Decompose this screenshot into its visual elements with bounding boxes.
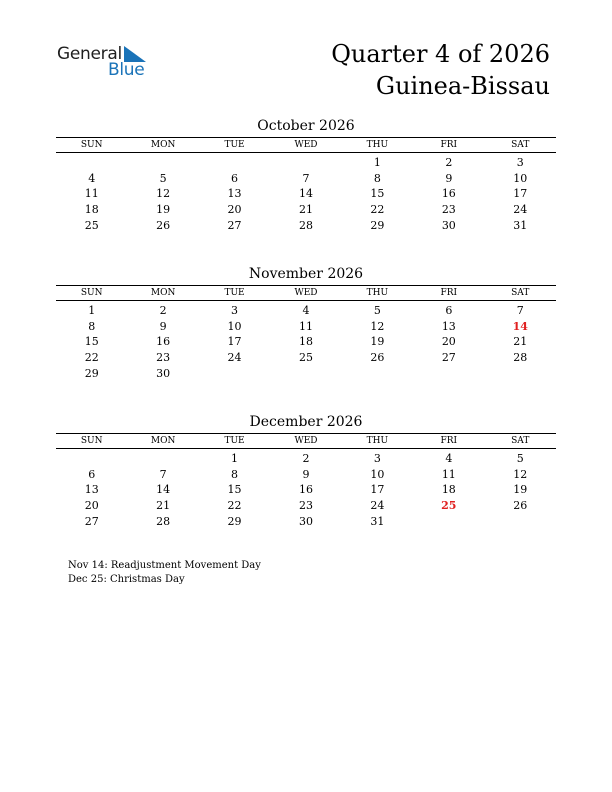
week-row xyxy=(56,303,556,319)
generalblue-logo xyxy=(57,44,157,84)
week-row xyxy=(56,350,556,366)
day-cell: 22 xyxy=(227,499,242,513)
holiday-day-cell: 14 xyxy=(512,319,528,333)
day-cell: 19 xyxy=(513,483,528,497)
day-cell: 4 xyxy=(88,171,96,185)
month-calendar-october xyxy=(56,117,556,233)
weekday-label: WED xyxy=(294,140,318,150)
day-cell: 19 xyxy=(156,203,171,217)
day-cell: 25 xyxy=(84,218,99,232)
day-cell: 9 xyxy=(302,467,310,481)
day-cell: 28 xyxy=(513,351,528,365)
day-cell: 13 xyxy=(84,483,99,497)
weekday-label: THU xyxy=(366,140,389,150)
weekday-header xyxy=(56,433,556,449)
day-cell: 1 xyxy=(231,452,239,465)
week-row xyxy=(56,171,556,187)
day-cell: 8 xyxy=(88,319,96,333)
week-row xyxy=(56,451,556,467)
empty-day-cell xyxy=(199,155,270,171)
day-cell: 30 xyxy=(156,366,171,380)
weekday-label: FRI xyxy=(440,288,458,298)
week-row xyxy=(56,366,556,382)
week-row xyxy=(56,467,556,483)
weekday-label: SUN xyxy=(80,436,103,446)
week-row xyxy=(56,482,556,498)
weekday-label: SAT xyxy=(511,140,530,150)
empty-day-cell xyxy=(342,366,413,382)
day-cell: 7 xyxy=(302,171,310,185)
day-cell: 18 xyxy=(84,203,99,217)
day-cell: 29 xyxy=(370,218,385,232)
day-cell: 27 xyxy=(227,218,242,232)
day-cell: 12 xyxy=(156,187,171,201)
day-cell: 3 xyxy=(373,452,381,465)
month-title: December 2026 xyxy=(249,414,363,430)
day-cell: 16 xyxy=(298,483,313,497)
day-cell: 6 xyxy=(231,171,239,185)
day-cell: 21 xyxy=(298,203,313,217)
day-cell: 5 xyxy=(159,171,167,185)
weekday-label: MON xyxy=(150,288,176,298)
day-cell: 1 xyxy=(373,156,381,169)
weekday-label: MON xyxy=(150,436,176,446)
empty-day-cell xyxy=(127,451,198,467)
day-cell: 10 xyxy=(513,171,528,185)
day-cell: 9 xyxy=(445,171,453,185)
month-title: October 2026 xyxy=(257,118,355,134)
day-cell: 23 xyxy=(298,499,313,513)
month-title: November 2026 xyxy=(248,266,364,282)
day-cell: 21 xyxy=(513,335,528,349)
weekday-label: SUN xyxy=(80,288,103,298)
empty-day-cell xyxy=(485,514,556,530)
day-cell: 6 xyxy=(88,467,96,481)
day-cell: 26 xyxy=(370,351,385,365)
day-cell: 5 xyxy=(516,452,524,465)
page-title xyxy=(331,38,550,102)
weekday-label: THU xyxy=(366,288,389,298)
day-cell: 12 xyxy=(370,319,385,333)
day-cell: 21 xyxy=(156,499,171,513)
day-cell: 11 xyxy=(298,319,313,333)
day-cell: 30 xyxy=(298,514,313,528)
empty-day-cell xyxy=(199,366,270,382)
week-row xyxy=(56,155,556,171)
day-cell: 8 xyxy=(373,171,381,185)
day-cell: 28 xyxy=(156,514,171,528)
day-cell: 13 xyxy=(227,187,242,201)
week-row xyxy=(56,218,556,234)
weekday-label: TUE xyxy=(224,140,245,150)
weekday-label: SAT xyxy=(511,436,530,446)
day-cell: 11 xyxy=(441,467,456,481)
day-cell: 14 xyxy=(156,483,171,497)
day-cell: 3 xyxy=(516,156,524,169)
day-cell: 24 xyxy=(370,499,385,513)
quarter-title: Quarter 4 of 2026 xyxy=(331,40,550,68)
day-cell: 4 xyxy=(302,304,310,317)
weekday-label: THU xyxy=(366,436,389,446)
day-cell: 2 xyxy=(302,452,310,465)
weekday-label: FRI xyxy=(440,436,458,446)
day-cell: 30 xyxy=(441,218,456,232)
day-cell: 18 xyxy=(298,335,313,349)
weekday-label: WED xyxy=(294,436,318,446)
day-cell: 10 xyxy=(227,319,242,333)
day-cell: 2 xyxy=(159,304,167,317)
day-cell: 5 xyxy=(373,304,381,317)
day-cell: 7 xyxy=(159,467,167,481)
weekday-label: WED xyxy=(294,288,318,298)
logo-word-general: General xyxy=(57,44,122,64)
day-cell: 23 xyxy=(441,203,456,217)
day-cell: 19 xyxy=(370,335,385,349)
day-cell: 16 xyxy=(156,335,171,349)
empty-day-cell xyxy=(270,366,341,382)
day-cell: 26 xyxy=(513,499,528,513)
empty-day-cell xyxy=(413,366,484,382)
day-cell: 25 xyxy=(298,351,313,365)
empty-day-cell xyxy=(56,451,127,467)
month-calendar-december xyxy=(56,413,556,529)
day-cell: 11 xyxy=(84,187,99,201)
holiday-note: Dec 25: Christmas Day xyxy=(68,574,185,585)
day-cell: 6 xyxy=(445,304,453,317)
day-cell: 20 xyxy=(84,499,99,513)
country-title: Guinea-Bissau xyxy=(375,72,550,100)
day-cell: 29 xyxy=(84,366,99,380)
day-cell: 18 xyxy=(441,483,456,497)
day-cell: 8 xyxy=(231,467,239,481)
day-cell: 7 xyxy=(516,304,524,317)
day-cell: 16 xyxy=(441,187,456,201)
day-cell: 17 xyxy=(370,483,385,497)
week-row xyxy=(56,498,556,514)
day-cell: 24 xyxy=(227,351,242,365)
day-cell: 31 xyxy=(513,218,528,232)
day-cell: 4 xyxy=(445,452,453,465)
empty-day-cell xyxy=(127,155,198,171)
holiday-notes xyxy=(68,559,261,587)
day-cell: 15 xyxy=(227,483,242,497)
logo-word-blue: Blue xyxy=(108,60,145,80)
weekday-label: SAT xyxy=(511,288,530,298)
day-cell: 27 xyxy=(84,514,99,528)
day-cell: 15 xyxy=(84,335,99,349)
day-cell: 13 xyxy=(441,319,456,333)
empty-day-cell xyxy=(485,366,556,382)
day-cell: 17 xyxy=(227,335,242,349)
day-cell: 28 xyxy=(298,218,313,232)
day-cell: 22 xyxy=(84,351,99,365)
day-cell: 22 xyxy=(370,203,385,217)
day-cell: 27 xyxy=(441,351,456,365)
weekday-header xyxy=(56,137,556,153)
weekday-label: SUN xyxy=(80,140,103,150)
month-calendar-november xyxy=(56,265,556,381)
day-cell: 26 xyxy=(156,218,171,232)
empty-day-cell xyxy=(270,155,341,171)
weekday-label: FRI xyxy=(440,140,458,150)
empty-day-cell xyxy=(56,155,127,171)
day-cell: 10 xyxy=(370,467,385,481)
weekday-header xyxy=(56,285,556,301)
weekday-label: TUE xyxy=(224,436,245,446)
day-cell: 3 xyxy=(231,304,239,317)
holiday-day-cell: 25 xyxy=(441,499,457,513)
day-cell: 29 xyxy=(227,514,242,528)
week-row xyxy=(56,186,556,202)
day-cell: 15 xyxy=(370,187,385,201)
day-cell: 12 xyxy=(513,467,528,481)
day-cell: 9 xyxy=(159,319,167,333)
week-row xyxy=(56,514,556,530)
week-row xyxy=(56,319,556,335)
day-cell: 31 xyxy=(370,514,385,528)
day-cell: 20 xyxy=(441,335,456,349)
empty-day-cell xyxy=(413,514,484,530)
day-cell: 24 xyxy=(513,203,528,217)
weekday-label: TUE xyxy=(224,288,245,298)
day-cell: 17 xyxy=(513,187,528,201)
day-cell: 23 xyxy=(156,351,171,365)
week-row xyxy=(56,334,556,350)
day-cell: 1 xyxy=(88,304,96,317)
holiday-note: Nov 14: Readjustment Movement Day xyxy=(68,560,261,571)
day-cell: 2 xyxy=(445,156,453,169)
week-row xyxy=(56,202,556,218)
day-cell: 20 xyxy=(227,203,242,217)
day-cell: 14 xyxy=(298,187,313,201)
weekday-label: MON xyxy=(150,140,176,150)
